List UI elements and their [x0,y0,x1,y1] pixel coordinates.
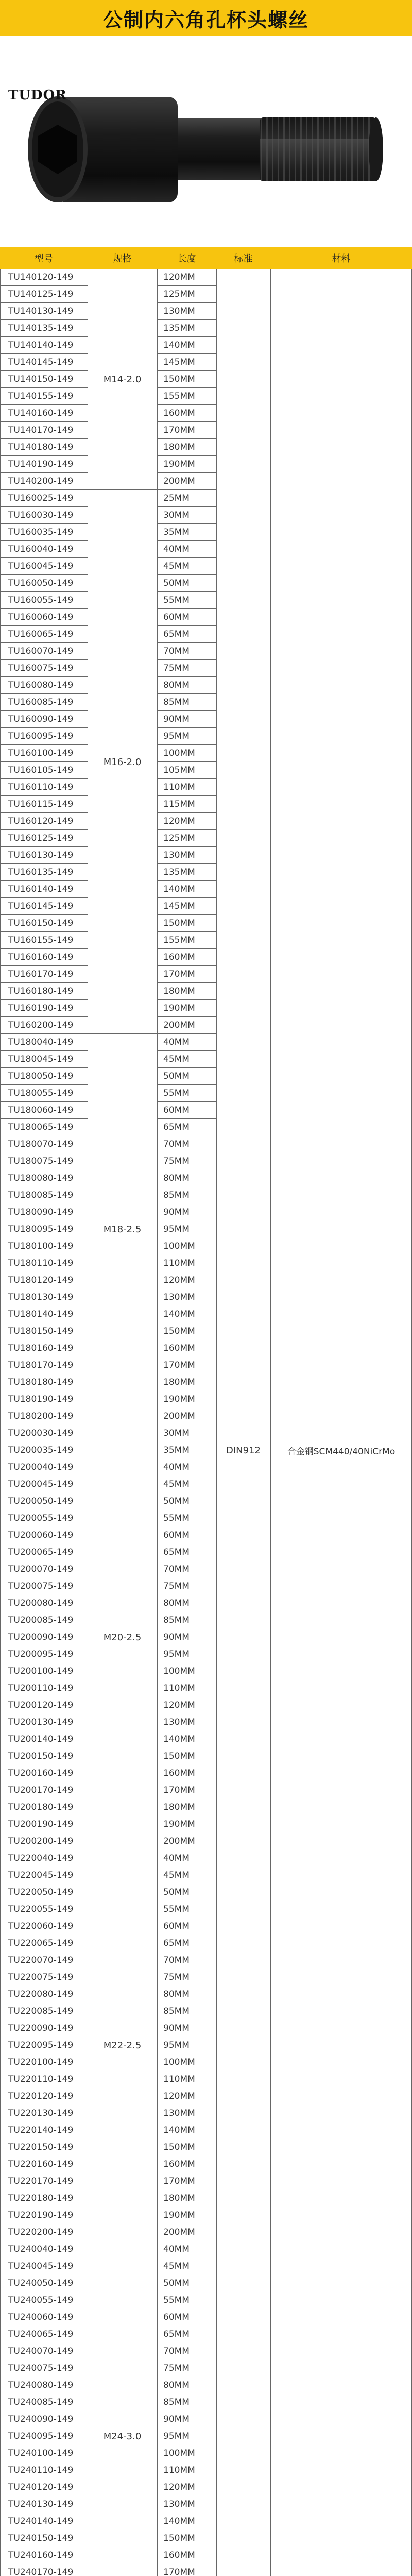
column-divider [157,269,158,2576]
length-cell: 200MM [163,1020,195,1030]
length-cell: 120MM [163,1275,195,1285]
length-cell: 60MM [163,1921,190,1931]
length-cell: 150MM [163,374,195,384]
model-cell: TU240150-149 [8,2533,74,2544]
length-cell: 50MM [163,1071,190,1081]
model-cell: TU220080-149 [8,1989,74,1999]
model-cell: TU160075-149 [8,663,74,673]
length-cell: 50MM [163,578,190,588]
standard-cell: DIN912 [226,1445,261,1456]
length-cell: 200MM [163,1836,195,1846]
length-cell: 180MM [163,1377,195,1387]
model-cell: TU220095-149 [8,2040,74,2050]
model-cell: TU160090-149 [8,714,74,724]
length-cell: 40MM [163,544,190,554]
column-divider [216,269,217,2576]
length-cell: 30MM [163,510,190,520]
length-cell: 50MM [163,2278,190,2289]
model-cell: TU160050-149 [8,578,74,588]
model-cell: TU200095-149 [8,1649,74,1659]
model-cell: TU200130-149 [8,1717,74,1727]
model-cell: TU160130-149 [8,850,74,860]
model-cell: TU160110-149 [8,782,74,792]
length-cell: 155MM [163,935,195,945]
length-cell: 95MM [163,1649,190,1659]
length-cell: 130MM [163,1292,195,1302]
model-cell: TU180090-149 [8,1207,74,1217]
model-cell: TU200150-149 [8,1751,74,1761]
length-cell: 80MM [163,2380,190,2391]
brand-logo: TUDOR [8,88,67,103]
length-cell: 120MM [163,2091,195,2102]
model-cell: TU240120-149 [8,2482,74,2493]
model-cell: TU180200-149 [8,1411,74,1421]
model-cell: TU200075-149 [8,1581,74,1591]
model-cell: TU180065-149 [8,1122,74,1132]
model-cell: TU160070-149 [8,646,74,656]
length-cell: 85MM [163,697,190,707]
length-cell: 45MM [163,1054,190,1064]
model-cell: TU180055-149 [8,1088,74,1098]
length-cell: 75MM [163,1581,190,1591]
model-cell: TU220040-149 [8,1853,74,1863]
model-cell: TU220180-149 [8,2193,74,2204]
length-cell: 95MM [163,2040,190,2050]
length-cell: 140MM [163,884,195,894]
length-cell: 60MM [163,612,190,622]
model-cell: TU160030-149 [8,510,74,520]
page-title: 公制内六角孔杯头螺丝 [102,8,309,31]
model-cell: TU180040-149 [8,1037,74,1047]
spec-table [0,269,412,2576]
length-cell: 190MM [163,1003,195,1013]
socket-head-cap-screw-image [0,36,412,247]
length-cell: 180MM [163,1802,195,1812]
length-cell: 40MM [163,1853,190,1863]
length-cell: 125MM [163,833,195,843]
model-cell: TU180110-149 [8,1258,74,1268]
length-cell: 150MM [163,2533,195,2544]
model-cell: TU200160-149 [8,1768,74,1778]
model-cell: TU160085-149 [8,697,74,707]
model-cell: TU240160-149 [8,2550,74,2561]
model-cell: TU200055-149 [8,1513,74,1523]
model-cell: TU200100-149 [8,1666,74,1676]
length-cell: 70MM [163,646,190,656]
spec-cell: M20-2.5 [103,1632,142,1643]
model-cell: TU220200-149 [8,2227,74,2238]
length-cell: 55MM [163,2295,190,2306]
length-cell: 95MM [163,1224,190,1234]
model-cell: TU140160-149 [8,408,74,418]
model-cell: TU160105-149 [8,765,74,775]
length-cell: 50MM [163,1887,190,1897]
length-cell: 80MM [163,1173,190,1183]
model-cell: TU200090-149 [8,1632,74,1642]
model-cell: TU180085-149 [8,1190,74,1200]
model-cell: TU160160-149 [8,952,74,962]
spec-cell: M16-2.0 [103,756,142,768]
length-cell: 70MM [163,1564,190,1574]
length-cell: 55MM [163,595,190,605]
length-cell: 140MM [163,2516,195,2527]
length-cell: 120MM [163,816,195,826]
model-cell: TU200030-149 [8,1428,74,1438]
model-cell: TU140120-149 [8,272,74,282]
length-cell: 90MM [163,1632,190,1642]
length-cell: 70MM [163,2346,190,2357]
length-cell: 190MM [163,459,195,469]
model-cell: TU220110-149 [8,2074,74,2084]
length-cell: 110MM [163,782,195,792]
model-cell: TU160150-149 [8,918,74,928]
model-cell: TU240045-149 [8,2261,74,2272]
length-cell: 75MM [163,1156,190,1166]
length-cell: 115MM [163,799,195,809]
column-header-spec: 规格 [113,253,132,264]
length-cell: 150MM [163,1751,195,1761]
length-cell: 160MM [163,408,195,418]
length-cell: 95MM [163,731,190,741]
model-cell: TU240110-149 [8,2465,74,2476]
length-cell: 190MM [163,2210,195,2221]
model-cell: TU160065-149 [8,629,74,639]
length-cell: 35MM [163,527,190,537]
length-cell: 200MM [163,476,195,486]
length-cell: 110MM [163,2465,195,2476]
model-cell: TU160045-149 [8,561,74,571]
model-cell: TU220100-149 [8,2057,74,2067]
model-cell: TU240140-149 [8,2516,74,2527]
model-cell: TU240170-149 [8,2567,74,2576]
model-cell: TU160155-149 [8,935,74,945]
model-cell: TU140155-149 [8,391,74,401]
column-header-standard: 标准 [234,253,253,264]
length-cell: 60MM [163,2312,190,2323]
length-cell: 180MM [163,2193,195,2204]
length-cell: 170MM [163,1785,195,1795]
length-cell: 90MM [163,2414,190,2425]
length-cell: 40MM [163,2244,190,2255]
column-divider [270,269,271,2576]
model-cell: TU160125-149 [8,833,74,843]
length-cell: 45MM [163,1870,190,1880]
length-cell: 160MM [163,952,195,962]
model-cell: TU140135-149 [8,323,74,333]
length-cell: 130MM [163,1717,195,1727]
column-header-model: 型号 [35,253,53,264]
length-cell: 130MM [163,2499,195,2510]
model-cell: TU200050-149 [8,1496,74,1506]
model-cell: TU160170-149 [8,969,74,979]
length-cell: 120MM [163,272,195,282]
length-cell: 170MM [163,1360,195,1370]
column-header-material: 材料 [332,253,351,264]
length-cell: 120MM [163,1700,195,1710]
length-cell: 85MM [163,2397,190,2408]
length-cell: 45MM [163,2261,190,2272]
length-cell: 50MM [163,1496,190,1506]
model-cell: TU180080-149 [8,1173,74,1183]
length-cell: 170MM [163,969,195,979]
model-cell: TU160060-149 [8,612,74,622]
length-cell: 110MM [163,2074,195,2084]
length-cell: 55MM [163,1088,190,1098]
model-cell: TU200200-149 [8,1836,74,1846]
length-cell: 130MM [163,2108,195,2119]
model-cell: TU180045-149 [8,1054,74,1064]
length-cell: 85MM [163,2006,190,2016]
length-cell: 160MM [163,2550,195,2561]
length-cell: 60MM [163,1530,190,1540]
length-cell: 160MM [163,2159,195,2170]
length-cell: 65MM [163,1938,190,1948]
model-cell: TU240080-149 [8,2380,74,2391]
length-cell: 90MM [163,2023,190,2033]
length-cell: 150MM [163,918,195,928]
model-cell: TU220120-149 [8,2091,74,2102]
length-cell: 200MM [163,1411,195,1421]
model-cell: TU140150-149 [8,374,74,384]
model-cell: TU160025-149 [8,493,74,503]
model-cell: TU180120-149 [8,1275,74,1285]
model-cell: TU160135-149 [8,867,74,877]
length-cell: 150MM [163,2142,195,2153]
length-cell: 120MM [163,2482,195,2493]
model-cell: TU200070-149 [8,1564,74,1574]
model-cell: TU220055-149 [8,1904,74,1914]
model-cell: TU180100-149 [8,1241,74,1251]
length-cell: 140MM [163,1734,195,1744]
model-cell: TU200065-149 [8,1547,74,1557]
model-cell: TU140140-149 [8,340,74,350]
length-cell: 105MM [163,765,195,775]
length-cell: 90MM [163,1207,190,1217]
length-cell: 140MM [163,2125,195,2136]
model-cell: TU220070-149 [8,1955,74,1965]
length-cell: 35MM [163,1445,190,1455]
model-cell: TU240085-149 [8,2397,74,2408]
model-cell: TU180050-149 [8,1071,74,1081]
length-cell: 125MM [163,289,195,299]
model-cell: TU200080-149 [8,1598,74,1608]
column-divider [0,269,1,2576]
model-cell: TU200180-149 [8,1802,74,1812]
length-cell: 75MM [163,1972,190,1982]
model-cell: TU180130-149 [8,1292,74,1302]
model-cell: TU220045-149 [8,1870,74,1880]
length-cell: 70MM [163,1139,190,1149]
length-cell: 60MM [163,1105,190,1115]
model-cell: TU160080-149 [8,680,74,690]
length-cell: 80MM [163,680,190,690]
length-cell: 140MM [163,1309,195,1319]
model-cell: TU140130-149 [8,306,74,316]
model-cell: TU240130-149 [8,2499,74,2510]
model-cell: TU220090-149 [8,2023,74,2033]
length-cell: 170MM [163,2176,195,2187]
model-cell: TU180075-149 [8,1156,74,1166]
length-cell: 130MM [163,850,195,860]
model-cell: TU220085-149 [8,2006,74,2016]
length-cell: 100MM [163,748,195,758]
length-cell: 140MM [163,340,195,350]
model-cell: TU160100-149 [8,748,74,758]
length-cell: 180MM [163,442,195,452]
length-cell: 25MM [163,493,190,503]
length-cell: 170MM [163,425,195,435]
model-cell: TU160120-149 [8,816,74,826]
model-cell: TU200045-149 [8,1479,74,1489]
model-cell: TU220190-149 [8,2210,74,2221]
model-cell: TU160180-149 [8,986,74,996]
model-cell: TU240100-149 [8,2448,74,2459]
model-cell: TU160095-149 [8,731,74,741]
model-cell: TU220075-149 [8,1972,74,1982]
model-cell: TU180160-149 [8,1343,74,1353]
length-cell: 55MM [163,1513,190,1523]
model-cell: TU200190-149 [8,1819,74,1829]
length-cell: 160MM [163,1768,195,1778]
length-cell: 85MM [163,1190,190,1200]
title-banner [0,0,412,36]
length-cell: 80MM [163,1989,190,1999]
length-cell: 155MM [163,391,195,401]
model-cell: TU200140-149 [8,1734,74,1744]
model-cell: TU240060-149 [8,2312,74,2323]
length-cell: 190MM [163,1394,195,1404]
length-cell: 135MM [163,323,195,333]
length-cell: 160MM [163,1343,195,1353]
length-cell: 200MM [163,2227,195,2238]
length-cell: 65MM [163,2329,190,2340]
length-cell: 80MM [163,1598,190,1608]
model-cell: TU160140-149 [8,884,74,894]
length-cell: 130MM [163,306,195,316]
model-cell: TU240075-149 [8,2363,74,2374]
length-cell: 100MM [163,2448,195,2459]
model-cell: TU200040-149 [8,1462,74,1472]
length-cell: 45MM [163,561,190,571]
model-cell: TU220050-149 [8,1887,74,1897]
model-cell: TU160035-149 [8,527,74,537]
column-header-length: 长度 [177,253,196,264]
model-cell: TU180070-149 [8,1139,74,1149]
model-cell: TU140190-149 [8,459,74,469]
model-cell: TU180095-149 [8,1224,74,1234]
length-cell: 110MM [163,1258,195,1268]
model-cell: TU220170-149 [8,2176,74,2187]
length-cell: 70MM [163,1955,190,1965]
length-cell: 100MM [163,1241,195,1251]
spec-cell: M14-2.0 [103,374,142,385]
model-cell: TU220150-149 [8,2142,74,2153]
length-cell: 75MM [163,2363,190,2374]
model-cell: TU240050-149 [8,2278,74,2289]
model-cell: TU140200-149 [8,476,74,486]
length-cell: 90MM [163,714,190,724]
model-cell: TU180140-149 [8,1309,74,1319]
length-cell: 95MM [163,2431,190,2442]
length-cell: 65MM [163,1122,190,1132]
model-cell: TU180150-149 [8,1326,74,1336]
length-cell: 65MM [163,629,190,639]
length-cell: 170MM [163,2567,195,2576]
length-cell: 85MM [163,1615,190,1625]
table-header [0,247,412,269]
model-cell: TU160040-149 [8,544,74,554]
model-cell: TU200170-149 [8,1785,74,1795]
length-cell: 180MM [163,986,195,996]
model-cell: TU160200-149 [8,1020,74,1030]
model-cell: TU200085-149 [8,1615,74,1625]
length-cell: 190MM [163,1819,195,1829]
model-cell: TU160055-149 [8,595,74,605]
model-cell: TU240065-149 [8,2329,74,2340]
model-cell: TU160115-149 [8,799,74,809]
length-cell: 75MM [163,663,190,673]
model-cell: TU200120-149 [8,1700,74,1710]
model-cell: TU240055-149 [8,2295,74,2306]
model-cell: TU220060-149 [8,1921,74,1931]
length-cell: 100MM [163,2057,195,2067]
length-cell: 40MM [163,1037,190,1047]
length-cell: 135MM [163,867,195,877]
spec-cell: M18-2.5 [103,1224,142,1235]
model-cell: TU140125-149 [8,289,74,299]
length-cell: 45MM [163,1479,190,1489]
model-cell: TU160190-149 [8,1003,74,1013]
model-cell: TU240090-149 [8,2414,74,2425]
length-cell: 40MM [163,1462,190,1472]
model-cell: TU220140-149 [8,2125,74,2136]
model-cell: TU140145-149 [8,357,74,367]
model-cell: TU200060-149 [8,1530,74,1540]
length-cell: 65MM [163,1547,190,1557]
length-cell: 145MM [163,901,195,911]
model-cell: TU180060-149 [8,1105,74,1115]
length-cell: 30MM [163,1428,190,1438]
model-cell: TU240070-149 [8,2346,74,2357]
product-photo [0,36,412,247]
model-cell: TU140180-149 [8,442,74,452]
length-cell: 55MM [163,1904,190,1914]
model-cell: TU180190-149 [8,1394,74,1404]
model-cell: TU200110-149 [8,1683,74,1693]
spec-cell: M22-2.5 [103,2040,142,2051]
model-cell: TU240095-149 [8,2431,74,2442]
length-cell: 110MM [163,1683,195,1693]
length-cell: 150MM [163,1326,195,1336]
model-cell: TU140170-149 [8,425,74,435]
model-cell: TU220160-149 [8,2159,74,2170]
model-cell: TU160145-149 [8,901,74,911]
model-cell: TU180180-149 [8,1377,74,1387]
length-cell: 145MM [163,357,195,367]
model-cell: TU240040-149 [8,2244,74,2255]
model-cell: TU220130-149 [8,2108,74,2119]
spec-cell: M24-3.0 [103,2431,142,2442]
model-cell: TU180170-149 [8,1360,74,1370]
length-cell: 100MM [163,1666,195,1676]
material-cell: 合金钢SCM440/40NiCrMo [287,1447,396,1457]
model-cell: TU220065-149 [8,1938,74,1948]
model-cell: TU200035-149 [8,1445,74,1455]
